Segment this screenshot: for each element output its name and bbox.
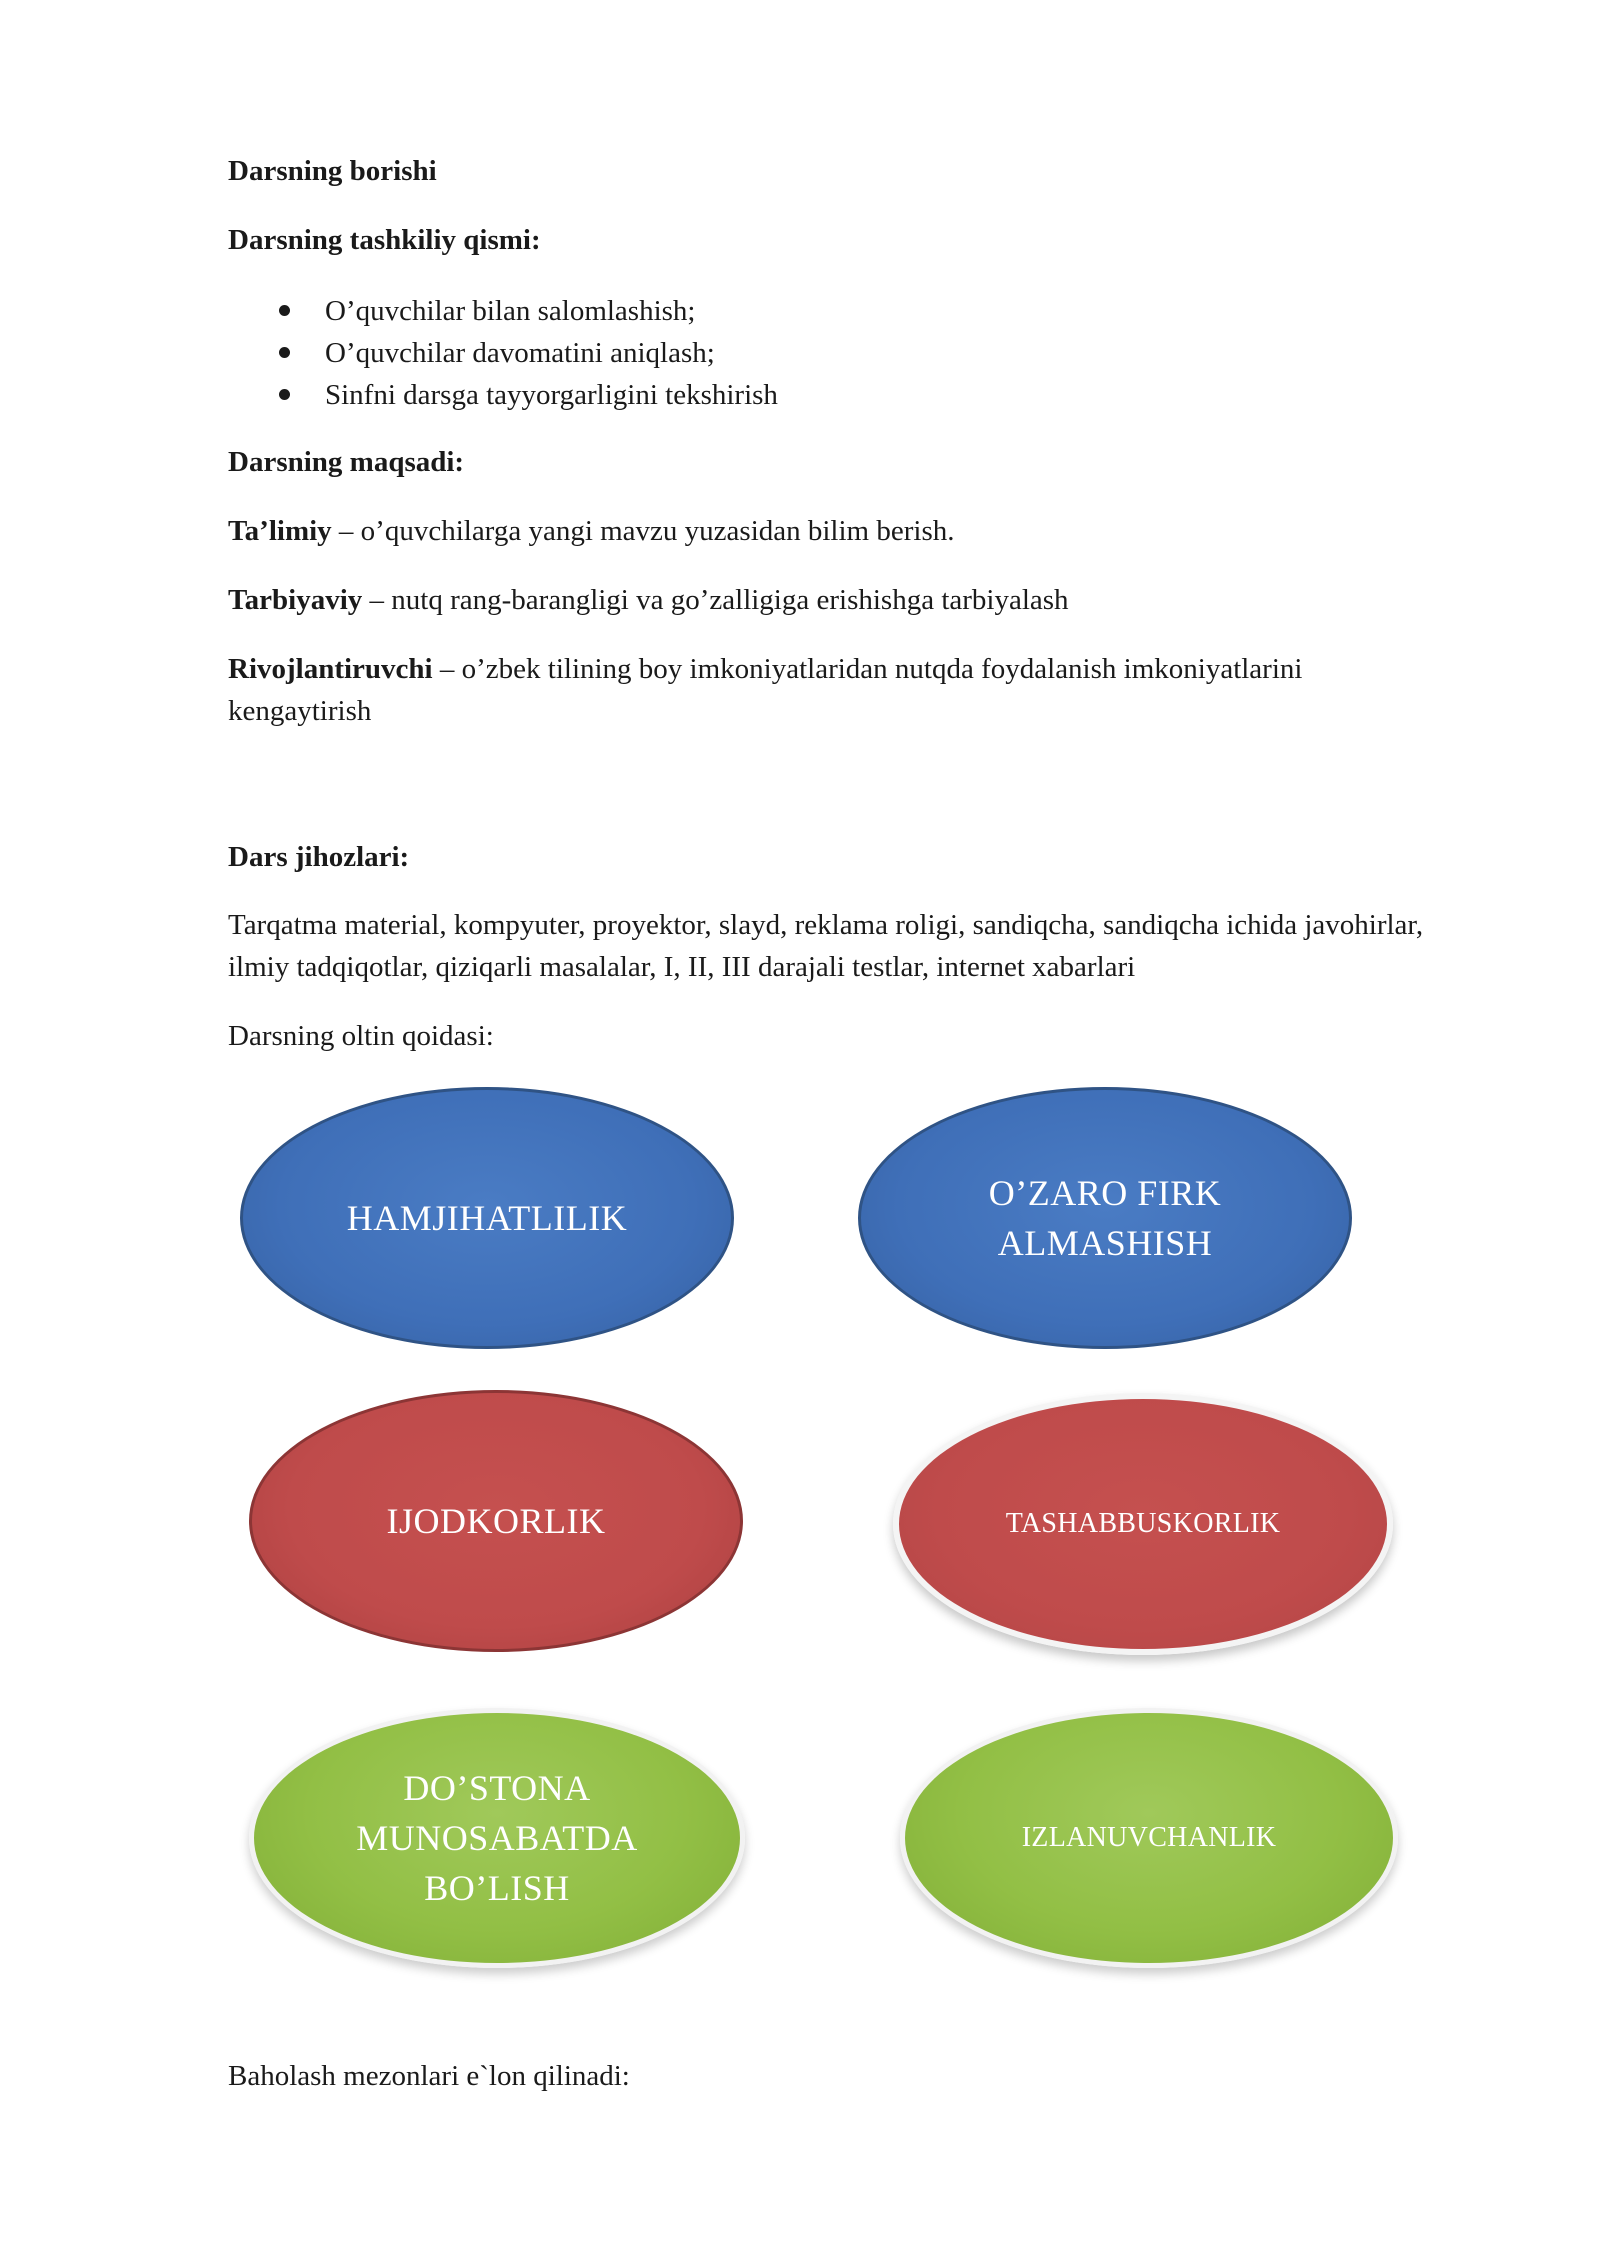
oval-hamjihatlilik: HAMJIHATLILIK [240,1087,734,1349]
list-item: O’quvchilar davomatini aniqlash; [228,332,778,374]
oval-tashabbuskorlik: TASHABBUSKORLIK [893,1393,1393,1655]
heading-dars-jihozlari: Dars jihozlari: [228,841,410,873]
heading-tashkiliy-qismi: Darsning tashkiliy qismi: [228,224,541,256]
goal-term: Tarbiyaviy [228,584,363,616]
goal-talimiy: Ta’limiy – o’quvchilarga yangi mavzu yuzasidan bilim berish. [228,515,955,547]
evaluation-label: Baholash mezonlari e`lon qilinadi: [228,2060,630,2092]
goal-rivojlantiruvchi: Rivojlantiruvchi – o’zbek tilining boy imkoniyatlaridan nutqda foydalanish imkoniyatlarini kengaytirish [228,653,1303,727]
list-item: Sinfni darsga tayyorgarligini tekshirish [228,374,778,416]
heading-darsning-borishi: Darsning borishi [228,155,437,187]
equipment-paragraph: Tarqatma material, kompyuter, proyektor, slayd, reklama roligi, sandiqcha, sandiqcha ichida javohirlar, ilmiy tadqiqotlar, qiziqarli masalalar, I, II, III darajali testlar, internet xabarlari [228,909,1424,983]
oval-ijodkorlik: IJODKORLIK [249,1390,743,1652]
list-item: O’quvchilar bilan salomlashish; [228,290,778,332]
goal-tarbiyaviy: Tarbiyaviy – nutq rang-barangligi va go’zalligiga erishishga tarbiyalash [228,584,1069,616]
oval-dostona-munosabatda-bolish: DO’STONA MUNOSABATDA BO’LISH [249,1708,745,1968]
goal-term: Ta’limiy [228,515,332,547]
bullet-icon [279,389,290,400]
golden-rule-label: Darsning oltin qoidasi: [228,1020,494,1052]
oval-izlanuvchanlik: IZLANUVCHANLIK [900,1708,1398,1968]
heading-darsning-maqsadi: Darsning maqsadi: [228,446,465,478]
goal-term: Rivojlantiruvchi [228,653,433,685]
organizational-list [228,290,778,416]
oval-ozaro-firk-almashish: O’ZARO FIRK ALMASHISH [858,1087,1352,1349]
bullet-icon [279,305,290,316]
bullet-icon [279,347,290,358]
